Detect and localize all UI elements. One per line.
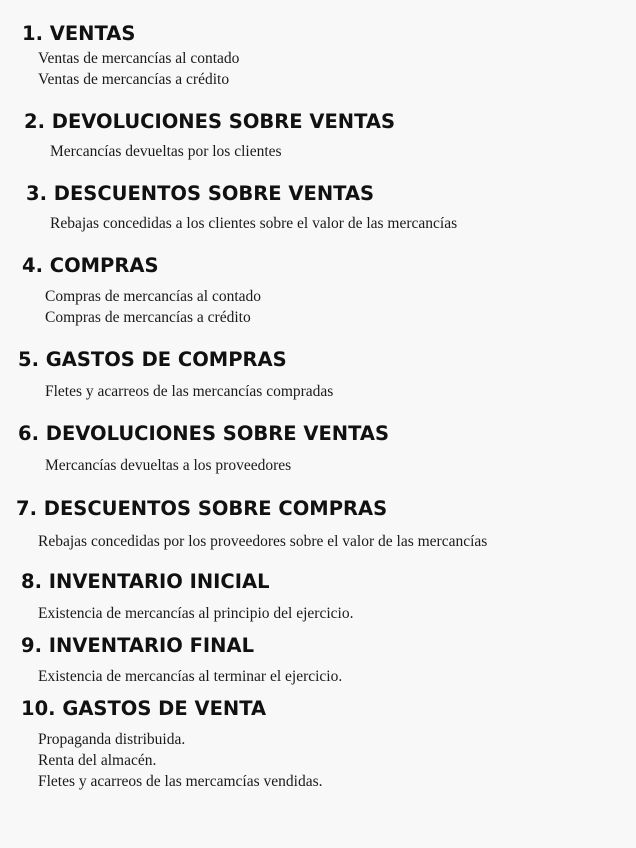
description-line: Compras de mercancías a crédito — [45, 309, 251, 326]
description-line: Rebajas concedidas por los proveedores sobre el valor de las mercancías — [38, 533, 488, 550]
section-descuentos-sobre-compras — [16, 497, 387, 521]
section-heading: 9. INVENTARIO FINAL — [21, 634, 255, 657]
section-description — [45, 381, 333, 402]
section-gastos-de-compras — [18, 348, 287, 372]
section-inventario-final — [21, 634, 254, 658]
section-description — [38, 531, 487, 552]
description-line: Mercancías devueltas a los proveedores — [45, 457, 292, 474]
section-heading: 1. VENTAS — [22, 22, 136, 45]
section-compras — [22, 254, 159, 278]
description-line: Mercancías devueltas por los clientes — [50, 143, 282, 160]
section-heading: 7. DESCUENTOS SOBRE COMPRAS — [16, 497, 388, 520]
description-line: Fletes y acarreos de las mercancías compradas — [45, 383, 334, 400]
section-descuentos-sobre-ventas — [26, 182, 374, 206]
section-description — [45, 455, 291, 476]
section-description — [50, 213, 457, 234]
section-heading: 5. GASTOS DE COMPRAS — [18, 348, 287, 371]
section-description — [50, 141, 282, 162]
description-line: Existencia de mercancías al principio del ejercicio. — [38, 605, 354, 622]
description-line: Ventas de mercancías al contado — [38, 50, 240, 67]
section-inventario-inicial — [21, 570, 270, 594]
description-line: Propaganda distribuida. — [38, 731, 186, 748]
description-line: Rebajas concedidas a los clientes sobre el valor de las mercancías — [50, 215, 458, 232]
section-heading: 2. DEVOLUCIONES SOBRE VENTAS — [24, 110, 396, 133]
description-line: Ventas de mercancías a crédito — [38, 71, 230, 88]
section-heading: 8. INVENTARIO INICIAL — [21, 570, 270, 593]
section-ventas — [22, 22, 135, 46]
section-heading: 10. GASTOS DE VENTA — [21, 697, 267, 720]
section-description — [38, 729, 322, 792]
description-line: Existencia de mercancías al terminar el ejercicio. — [38, 668, 343, 685]
description-line: Fletes y acarreos de las mercamcías vendidas. — [38, 773, 323, 790]
section-description — [45, 286, 261, 328]
section-devoluciones-sobre-compras — [18, 422, 389, 446]
section-heading: 3. DESCUENTOS SOBRE VENTAS — [26, 182, 375, 205]
section-gastos-de-venta — [21, 697, 266, 721]
section-heading: 6. DEVOLUCIONES SOBRE VENTAS — [18, 422, 390, 445]
description-line: Renta del almacén. — [38, 752, 157, 769]
section-devoluciones-sobre-ventas — [24, 110, 395, 134]
description-line: Compras de mercancías al contado — [45, 288, 262, 305]
section-description — [38, 48, 239, 90]
section-description — [38, 666, 342, 687]
section-description — [38, 603, 353, 624]
section-heading: 4. COMPRAS — [22, 254, 159, 277]
